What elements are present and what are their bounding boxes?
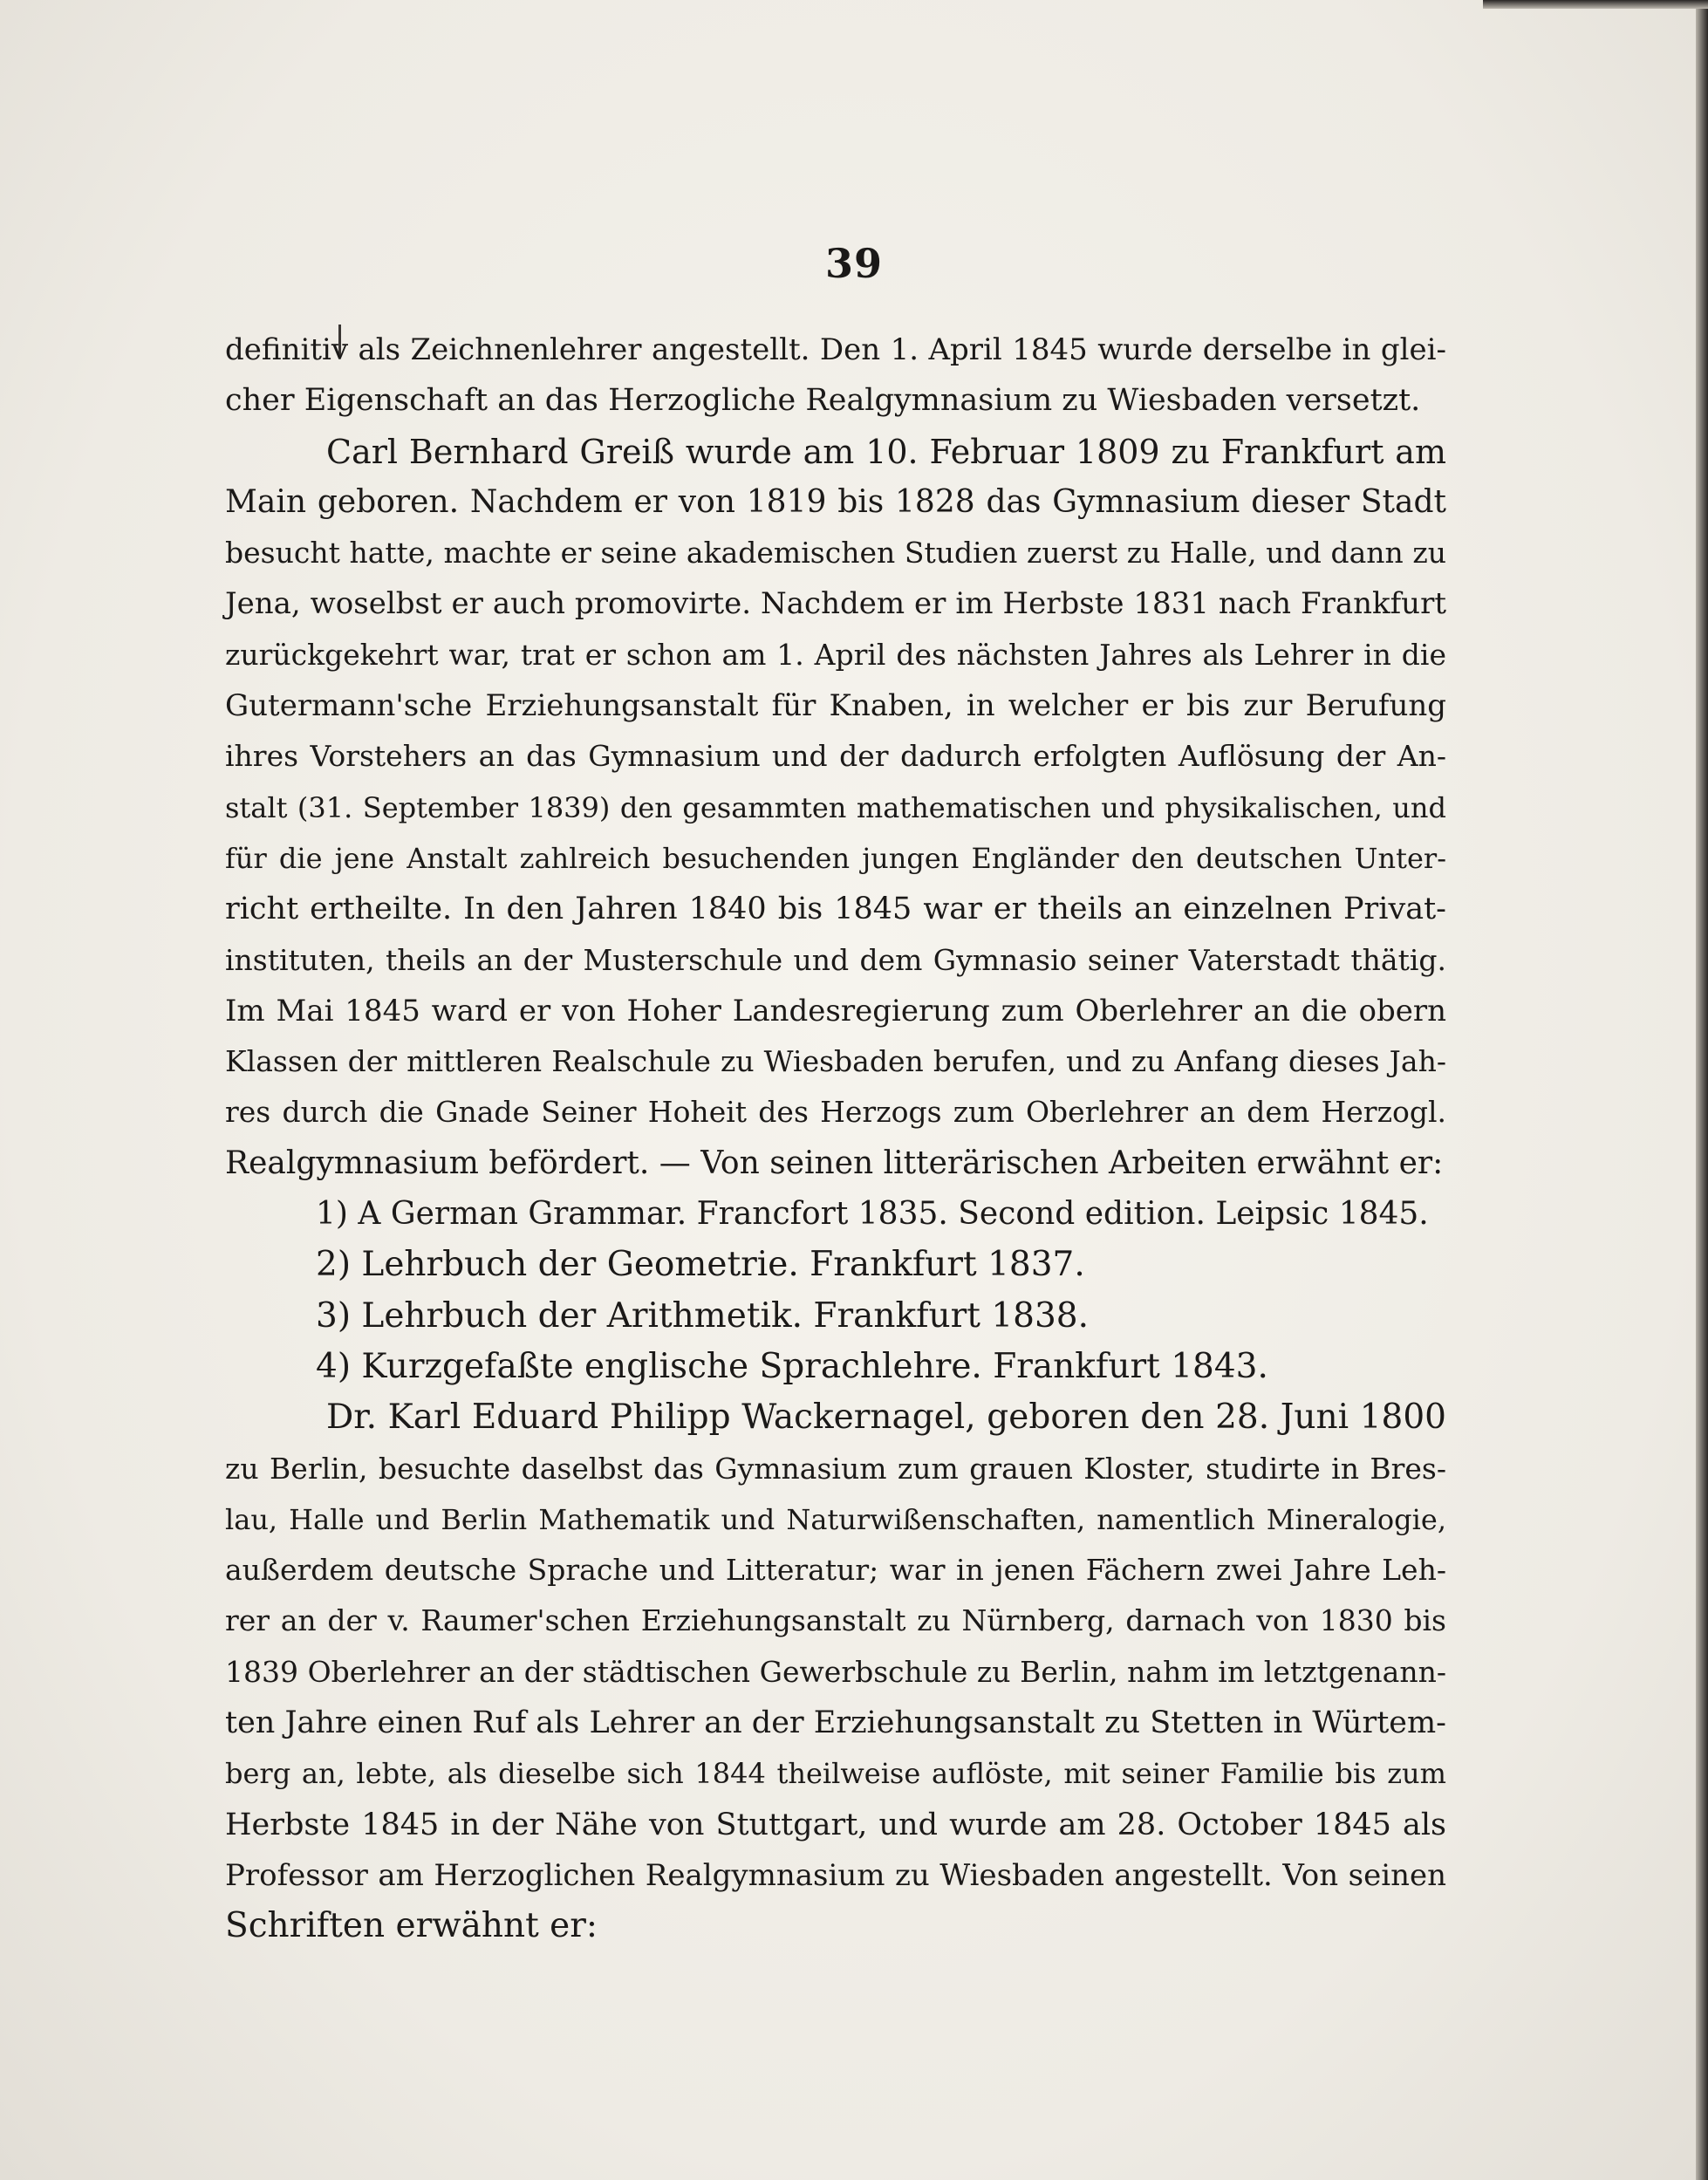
text-line: Gutermann'sche Erziehungsanstalt für Knaben, in welcher er bis zur Berufung xyxy=(225,688,1446,724)
text-line: ihres Vorstehers an das Gymnasium und der dadurch erfolgten Auflösung der An- xyxy=(225,739,1446,774)
text-line: Schriften erwähnt er: xyxy=(225,1906,598,1946)
text-line: Dr. Karl Eduard Philipp Wackernagel, geboren den 28. Juni 1800 xyxy=(326,1398,1446,1438)
page-number: 39 xyxy=(824,240,883,287)
page-corner-shadow xyxy=(1483,0,1708,9)
body-text xyxy=(225,325,1446,1952)
list-item: 4) Kurzgefaßte englische Sprachlehre. Frankfurt 1843. xyxy=(316,1346,1268,1386)
text-line: Im Mai 1845 ward er von Hoher Landesregierung zum Oberlehrer an die obern xyxy=(225,993,1446,1028)
text-line: zurückgekehrt war, trat er schon am 1. April des nächsten Jahres als Lehrer in die xyxy=(225,637,1446,672)
text-line: 1839 Oberlehrer an der städtischen Gewerbschule zu Berlin, nahm im letztgenann- xyxy=(225,1654,1446,1689)
text-line: definitiv als Zeichnenlehrer angestellt. Den 1. April 1845 wurde derselbe in glei- xyxy=(225,332,1446,367)
text-line: ten Jahre einen Ruf als Lehrer an der Erziehungsanstalt zu Stetten in Würtem- xyxy=(225,1705,1446,1741)
text-line: Realgymnasium befördert. — Von seinen litterärischen Arbeiten erwähnt er: xyxy=(225,1145,1444,1181)
text-line: Klassen der mittleren Realschule zu Wiesbaden berufen, und zu Anfang dieses Jah- xyxy=(225,1044,1446,1079)
text-line: Herbste 1845 in der Nähe von Stuttgart, und wurde am 28. October 1845 als xyxy=(225,1807,1446,1842)
text-line: zu Berlin, besuchte daselbst das Gymnasium zum grauen Kloster, studirte in Bres- xyxy=(225,1451,1446,1486)
text-line: rer an der v. Raumer'schen Erziehungsanstalt zu Nürnberg, darnach von 1830 bis xyxy=(225,1603,1446,1638)
list-item: 3) Lehrbuch der Arithmetik. Frankfurt 1838. xyxy=(316,1295,1090,1336)
text-line: cher Eigenschaft an das Herzogliche Realgymnasium zu Wiesbaden versetzt. xyxy=(225,383,1421,419)
text-line: Jena, woselbst er auch promovirte. Nachdem er im Herbste 1831 nach Frankfurt xyxy=(225,586,1446,622)
page-edge-shadow xyxy=(1696,0,1708,2180)
list-item: 1) A German Grammar. Francfort 1835. Second edition. Leipsic 1845. xyxy=(316,1196,1429,1233)
text-line: lau, Halle und Berlin Mathematik und Naturwißenschaften, namentlich Mineralogie, xyxy=(225,1502,1446,1536)
text-line: besucht hatte, machte er seine akademischen Studien zuerst zu Halle, und dann zu xyxy=(225,536,1446,571)
text-line: instituten, theils an der Musterschule und dem Gymnasio seiner Vaterstadt thätig. xyxy=(225,942,1446,977)
text-line: Main geboren. Nachdem er von 1819 bis 1828 das Gymnasium dieser Stadt xyxy=(225,483,1446,520)
text-line: stalt (31. September 1839) den gesammten mathematischen und physikalischen, und xyxy=(225,790,1446,824)
text-line: res durch die Gnade Seiner Hoheit des Herzogs zum Oberlehrer an dem Herzogl. xyxy=(225,1095,1446,1130)
text-line: richt ertheilte. In den Jahren 1840 bis 1845 war er theils an einzelnen Privat- xyxy=(225,892,1446,927)
text-line: außerdem deutsche Sprache und Litteratur; war in jenen Fächern zwei Jahre Leh- xyxy=(225,1553,1446,1588)
text-line: für die jene Anstalt zahlreich besuchenden jungen Engländer den deutschen Unter- xyxy=(225,841,1446,875)
list-item: 2) Lehrbuch der Geometrie. Frankfurt 1837. xyxy=(316,1245,1085,1285)
text-line: Carl Bernhard Greiß wurde am 10. Februar 1809 zu Frankfurt am xyxy=(326,432,1446,471)
text-line: berg an, lebte, als dieselbe sich 1844 theilweise auflöste, mit seiner Familie bis zum xyxy=(225,1757,1446,1791)
text-line: Professor am Herzoglichen Realgymnasium zu Wiesbaden angestellt. Von seinen xyxy=(225,1857,1446,1893)
